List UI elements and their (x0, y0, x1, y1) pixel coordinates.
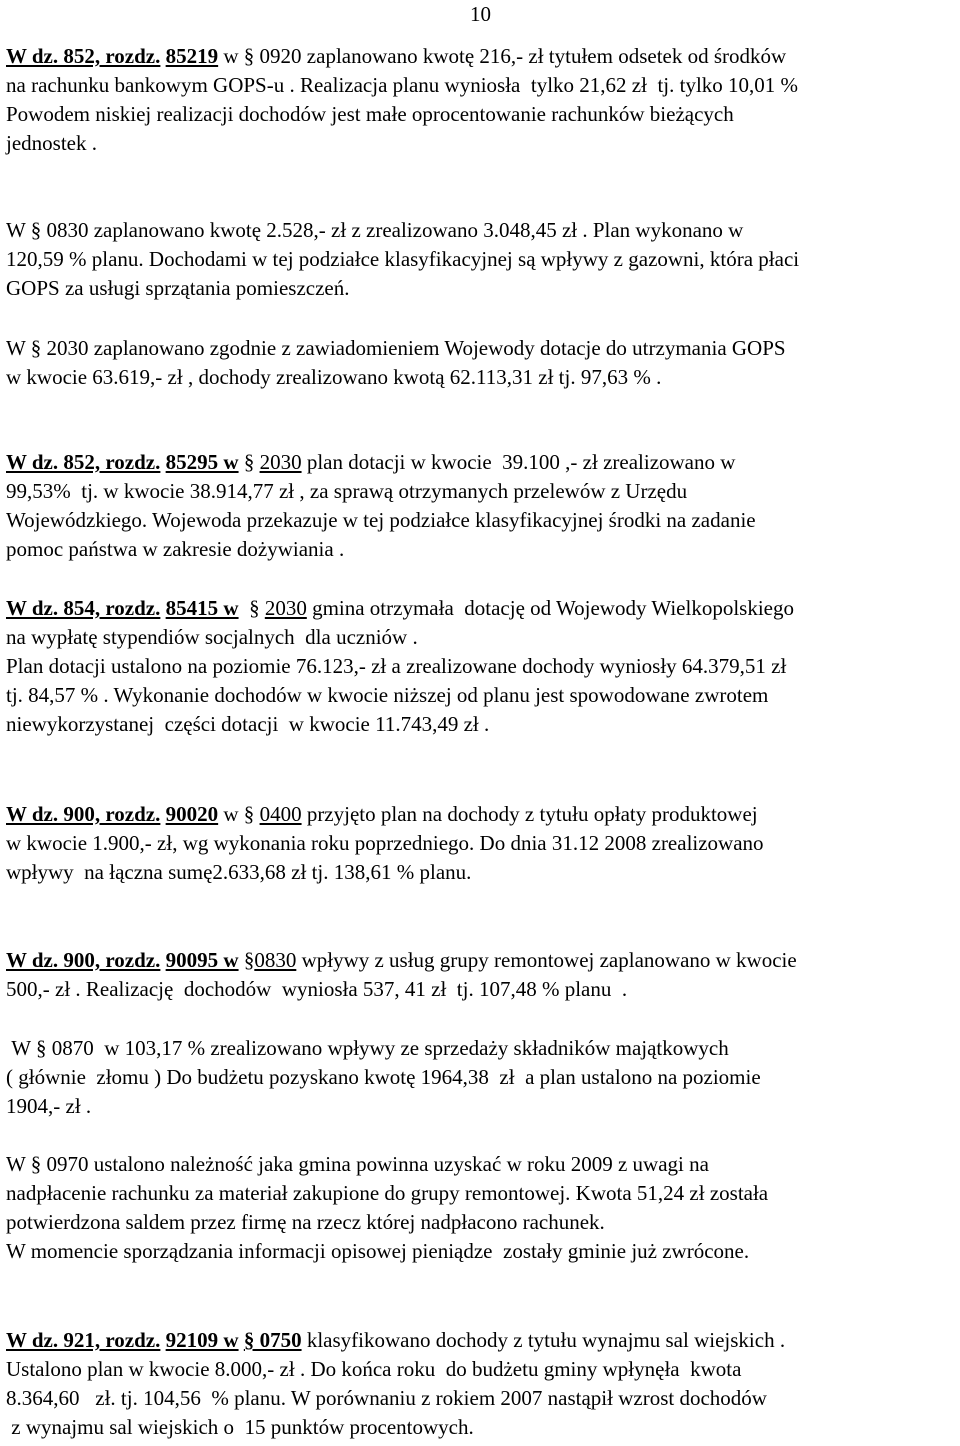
section-heading-run: 92109 w (165, 1328, 239, 1352)
paragraph-0830 (6, 216, 956, 303)
paragraph-900-90020 (6, 800, 956, 887)
section-heading-run: 85415 w (165, 596, 239, 620)
text-run: przyjęto plan na dochody z tytułu opłaty produktowej w kwocie 1.900,- zł, wg wykonania roku poprzedniego. Do dnia 31.12 2008 zrealizowano wpływy na łączna sumę2.633,68 zł tj. 138,61 % planu. (6, 802, 764, 884)
text-run: w § (218, 802, 260, 826)
text-run: W § 0970 ustalono należność jaka gmina powinna uzyskać w roku 2009 z uwagi na nadpłacenie rachunku za materiał zakupione do grupy remontowej. Kwota 51,24 zł została potwierdzona saldem przez firmę na rzecz której nadpłacono rachunek. W momencie sporządzania informacji opisowej pieniądze zostały gminie już zwrócone. (6, 1152, 769, 1263)
section-heading-run: 85295 w (165, 450, 239, 474)
section-heading-run: W dz. 852, rozdz. (6, 44, 161, 68)
paragraph-2030 (6, 334, 956, 392)
section-heading-run: W dz. 921, rozdz. (6, 1328, 161, 1352)
paragraph-852-85295 (6, 448, 956, 564)
paragraph-900-90095 (6, 946, 956, 1004)
text-run: W § 0870 w 103,17 % zrealizowano wpływy ze sprzedaży składników majątkowych ( głównie złomu ) Do budżetu pozyskano kwotę 1964,38 zł a plan ustalono na poziomie 1904,- zł . (6, 1036, 761, 1118)
paragraph-0970 (6, 1150, 956, 1266)
underlined-code-run: 2030 (264, 596, 307, 620)
paragraph-852-85219 (6, 42, 956, 158)
text-run: § (238, 450, 260, 474)
text-run: § (238, 948, 255, 972)
section-heading-run: § 0750 (243, 1328, 302, 1352)
text-run: § (238, 596, 265, 620)
paragraph-0870 (6, 1034, 956, 1121)
paragraph-854-85415 (6, 594, 956, 739)
text-run: W § 2030 zaplanowano zgodnie z zawiadomieniem Wojewody dotacje do utrzymania GOPS w kwocie 63.619,- zł , dochody zrealizowano kwotą 62.113,31 zł tj. 97,63 % . (6, 336, 786, 389)
text-run: W § 0830 zaplanowano kwotę 2.528,- zł z zrealizowano 3.048,45 zł . Plan wykonano w 120,59 % planu. Dochodami w tej podziałce klasyfikacyjnej są wpływy z gazowni, która płaci GOPS za usługi sprzątania pomieszczeń. (6, 218, 800, 300)
page-number: 10 (470, 2, 491, 26)
text-run: klasyfikowano dochody z tytułu wynajmu sal wiejskich . Ustalono plan w kwocie 8.000,- zł . Do końca roku do budżetu gminy wpłynęła kwota 8.364,60 zł. tj. 104,56 % planu. W porównaniu z rokiem 2007 nastąpił wzrost dochodów z wynajmu sal wiejskich o 15 punktów procentowych. (6, 1328, 786, 1439)
section-heading-run: W dz. 900, rozdz. (6, 802, 161, 826)
underlined-code-run: 0830 (254, 948, 297, 972)
paragraph-921-92109 (6, 1326, 956, 1442)
section-heading-run: W dz. 854, rozdz. (6, 596, 161, 620)
section-heading-run: 90095 w (165, 948, 239, 972)
text-run: w § 0920 zaplanowano kwotę 216,- zł tytułem odsetek od środków na rachunku bankowym GOPS-u . Realizacja planu wyniosła tylko 21,62 zł tj. tylko 10,01 % Powodem niskiej realizacji dochodów jest małe oprocentowanie rachunków bieżących jednostek . (6, 44, 799, 155)
text-run: plan dotacji w kwocie 39.100 ,- zł zrealizowano w 99,53% tj. w kwocie 38.914,77 zł , za sprawą otrzymanych przelewów z Urzędu Wojewódzkiego. Wojewoda przekazuje w tej podziałce klasyfikacyjnej środki na zadanie pomoc państwa w zakresie dożywiania . (6, 450, 756, 561)
underlined-code-run: 0400 (259, 802, 302, 826)
section-heading-run: 90020 (165, 802, 219, 826)
section-heading-run: W dz. 852, rozdz. (6, 450, 161, 474)
text-run: wpływy z usług grupy remontowej zaplanowano w kwocie 500,- zł . Realizację dochodów wyniosła 537, 41 zł tj. 107,48 % planu . (6, 948, 797, 1001)
text-run: gmina otrzymała dotację od Wojewody Wielkopolskiego na wypłatę stypendiów socjalnych dla uczniów . Plan dotacji ustalono na poziomie 76.123,- zł a zrealizowane dochody wyniosły 64.379,51 zł tj. 84,57 % . Wykonanie dochodów w kwocie niższej od planu jest spowodowane zwrotem niewykorzystanej części dotacji w kwocie 11.743,49 zł . (6, 596, 794, 736)
section-heading-run: 85219 (165, 44, 219, 68)
section-heading-run: W dz. 900, rozdz. (6, 948, 161, 972)
underlined-code-run: 2030 (259, 450, 302, 474)
